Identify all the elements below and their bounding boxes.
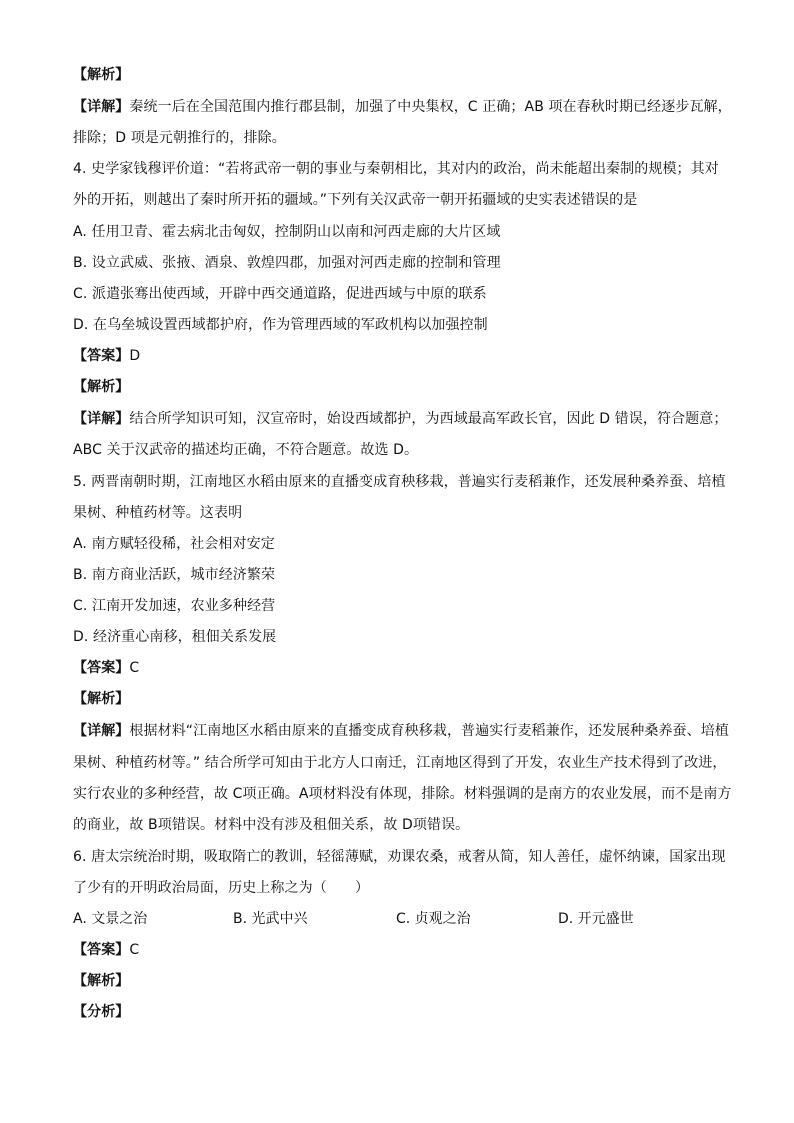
- detail-line-3: [73, 783, 733, 805]
- analysis-heading-line: [73, 1001, 733, 1023]
- question-6-option-b: B. 光武中兴: [233, 911, 308, 927]
- line-text: D: [129, 348, 141, 364]
- analysis-line: [73, 376, 733, 398]
- analysis-line: [73, 688, 733, 710]
- line-text: 实行农业的多种经营，故 C项正确。A项材料没有体现，排除。材料强调的是南方的农业发展，而不是南方: [73, 786, 732, 802]
- line-text: 的商业，故 B项错误。材料中没有涉及租佃关系，故 D项错误。: [73, 817, 470, 833]
- question-5-line-1: [73, 471, 733, 493]
- section-tag: 【解析】: [73, 379, 130, 395]
- question-5-option-a: [73, 533, 733, 555]
- detail-line-4: [73, 814, 733, 836]
- detail-line-2: [73, 752, 733, 774]
- line-text: B. 南方商业活跃，城市经济繁荣: [73, 567, 276, 583]
- line-1: [73, 64, 733, 86]
- line-text: 4. 史学家钱穆评价道：“若将武帝一朝的事业与秦朝相比，其对内的政治，尚未能超出秦制的规模；其对: [73, 161, 719, 177]
- answer-line: [73, 345, 733, 367]
- detail-line-2: [73, 439, 733, 461]
- question-4-option-b: [73, 252, 733, 274]
- detail-line-1: [73, 720, 733, 742]
- line-text: 结合所学知识可知，汉宣帝时，始设西域都护，为西域最高军政长官，因此 D 错误，符合题意；: [129, 411, 728, 427]
- line-text: 排除；D 项是元朝推行的，排除。: [73, 130, 286, 146]
- line-text: A. 任用卫青、霍去病北击匈奴，控制阴山以南和河西走廊的大片区域: [73, 224, 501, 240]
- line-text: D. 在乌垒城设置西域都护府，作为管理西域的军政机构以加强控制: [73, 317, 488, 333]
- section-tag: 【答案】: [73, 942, 130, 958]
- question-5-option-c: [73, 595, 733, 617]
- question-6-options: [73, 908, 733, 930]
- question-4-option-c: [73, 283, 733, 305]
- question-4-option-a: [73, 221, 733, 243]
- line-text: ABC 关于汉武帝的描述均正确，不符合题意。故选 D。: [73, 442, 419, 458]
- line-text: C. 江南开发加速，农业多种经营: [73, 598, 276, 614]
- question-6-option-a: A. 文景之治: [73, 911, 148, 927]
- section-tag: 【解析】: [73, 973, 130, 989]
- analysis-line: [73, 970, 733, 992]
- line-text: 5. 两晋南朝时期，江南地区水稻由原来的直播变成育秧移栽，普遍实行麦稻兼作，还发展种桑养蚕、培植: [73, 474, 726, 490]
- line-text: C: [129, 660, 140, 676]
- question-5-option-b: [73, 564, 733, 586]
- section-tag: 【分析】: [73, 1004, 130, 1020]
- line-text: 根据材料“江南地区水稻由原来的直播变成育秧移栽，普遍实行麦稻兼作，还发展种桑养蚕、培植: [129, 723, 729, 739]
- question-6-option-c: C. 贞观之治: [396, 911, 471, 927]
- line-text: 6. 唐太宗统治时期，吸取隋亡的教训，轻徭薄赋，劝课农桑，戒奢从简，知人善任，虚怀纳谏，国家出现: [73, 849, 726, 865]
- detail-line-1: [73, 408, 733, 430]
- line-text: 秦统一后在全国范围内推行郡县制，加强了中央集权，C 正确；AB 项在春秋时期已经逐步瓦解，: [129, 99, 732, 115]
- line-text: C: [129, 942, 140, 958]
- section-tag: 【答案】: [73, 660, 130, 676]
- line-text: A. 南方赋轻役稀，社会相对安定: [73, 536, 275, 552]
- section-tag: 【详解】: [73, 99, 130, 115]
- question-4-line-2: [73, 189, 733, 211]
- question-4-option-d: [73, 314, 733, 336]
- line-text: B. 设立武威、张掖、酒泉、敦煌四郡，加强对河西走廊的控制和管理: [73, 255, 501, 271]
- question-6-option-d: D. 开元盛世: [558, 911, 634, 927]
- question-4-line-1: [73, 158, 733, 180]
- line-text: 果树、种植药材等。” 结合所学可知由于北方人口南迁，江南地区得到了开发，农业生产技术得到了改进，: [73, 755, 727, 771]
- answer-line: [73, 657, 733, 679]
- question-5-option-d: [73, 626, 733, 648]
- question-6-line-2: [73, 877, 733, 899]
- line-text: 了少有的开明政治局面，历史上称之为（ ）: [73, 880, 370, 896]
- section-tag: 【详解】: [73, 723, 130, 739]
- line-3: [73, 127, 733, 149]
- line-text: D. 经济重心南移，租佃关系发展: [73, 629, 277, 645]
- answer-line: [73, 939, 733, 961]
- section-tag: 【解析】: [73, 691, 130, 707]
- line-text: C. 派遣张骞出使西域，开辟中西交通道路，促进西域与中原的联系: [73, 286, 487, 302]
- section-tag: 【详解】: [73, 411, 130, 427]
- line-2: [73, 96, 733, 118]
- section-tag: 【解析】: [73, 67, 130, 83]
- question-5-line-2: [73, 502, 733, 524]
- section-tag: 【答案】: [73, 348, 130, 364]
- line-text: 果树、种植药材等。这表明: [73, 505, 243, 521]
- line-text: 外的开拓，则越出了秦时所开拓的疆域。”下列有关汉武帝一朝开拓疆域的史实表述错误的是: [73, 192, 638, 208]
- question-6-line-1: [73, 846, 733, 868]
